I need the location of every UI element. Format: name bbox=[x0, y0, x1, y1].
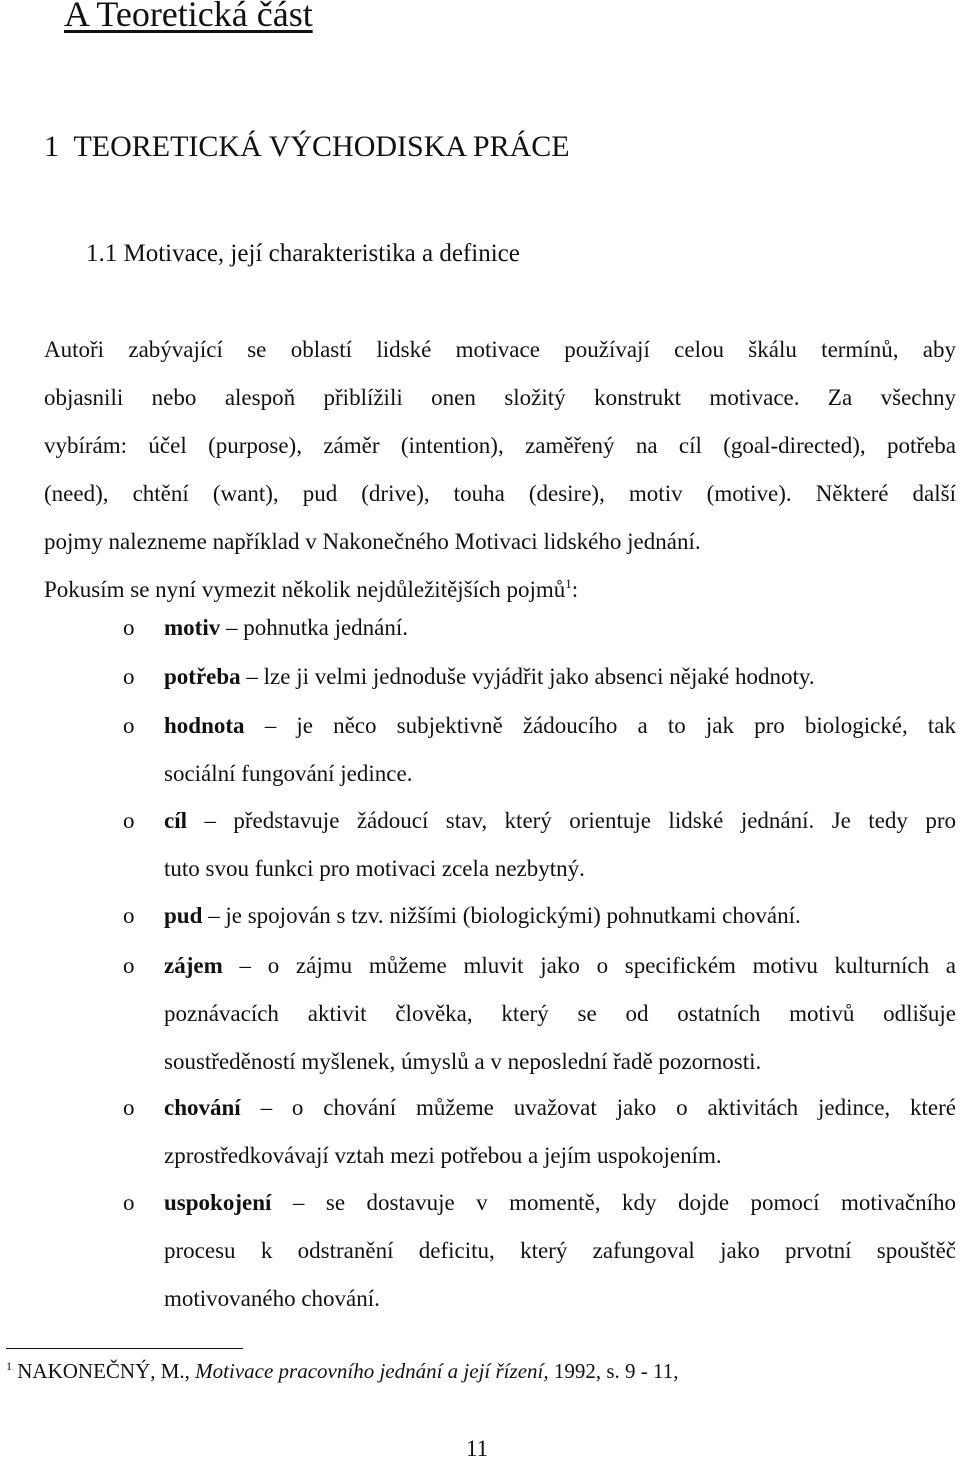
intro-line: pojmy nalezneme například v Nakonečného Motivaci lidského jednání. bbox=[44, 529, 701, 554]
term-item bbox=[164, 653, 956, 701]
bullet-marker: o bbox=[123, 615, 135, 640]
intro-line: (need), chtění (want), pud (drive), touha (desire), motiv (motive). Některé další bbox=[44, 481, 956, 506]
footnote-title: Motivace pracovního jednání a její řízení, bbox=[195, 1359, 549, 1383]
bullet-marker: o bbox=[123, 903, 135, 928]
term-definition-cont: tuto svou funkci pro motivaci zcela nezbytný. bbox=[164, 856, 585, 881]
term-definition-cont: motivovaného chování. bbox=[164, 1286, 380, 1311]
term-definition: – je spojován s tzv. nižšími (biologickými) pohnutkami chování. bbox=[208, 903, 801, 928]
intro-paragraph bbox=[44, 326, 956, 614]
lead-in-text: Pokusím se nyní vymezit několik nejdůležitějších pojmů bbox=[44, 577, 566, 602]
term-name: pud bbox=[164, 903, 203, 928]
term-item bbox=[164, 604, 956, 652]
term-name: motiv bbox=[164, 615, 221, 640]
term-definition: – o chování můžeme uvažovat jako o aktivitách jedince, které bbox=[260, 1095, 956, 1120]
intro-line: Autoři zabývající se oblastí lidské motivace používají celou škálu termínů, aby bbox=[44, 337, 956, 362]
term-name: hodnota bbox=[164, 713, 245, 738]
term-item bbox=[164, 1179, 956, 1323]
footnote-separator bbox=[6, 1348, 243, 1349]
term-definition: – se dostavuje v momentě, kdy dojde pomocí motivačního bbox=[292, 1190, 956, 1215]
term-name: chování bbox=[164, 1095, 241, 1120]
term-definition: – lze ji velmi jednoduše vyjádřit jako absenci nějaké hodnoty. bbox=[246, 664, 815, 689]
bullet-marker: o bbox=[123, 808, 135, 833]
term-name: zájem bbox=[164, 953, 223, 978]
term-definition: – je něco subjektivně žádoucího a to jak pro biologické, tak bbox=[264, 713, 956, 738]
footnote bbox=[6, 1356, 678, 1386]
term-item bbox=[164, 1084, 956, 1180]
intro-line: objasnili nebo alespoň přiblížili onen složitý konstrukt motivace. Za všechny bbox=[44, 385, 956, 410]
term-definition-cont: zprostředkovávají vztah mezi potřebou a jejím uspokojením. bbox=[164, 1143, 722, 1168]
lead-in-colon: : bbox=[571, 577, 579, 602]
part-title: A Teoretická část bbox=[64, 0, 313, 34]
section-heading: 1.1 Motivace, její charakteristika a definice bbox=[86, 240, 520, 267]
term-item bbox=[164, 942, 956, 1086]
term-definition-cont: sociální fungování jedince. bbox=[164, 761, 413, 786]
bullet-marker: o bbox=[123, 713, 135, 738]
footnote-ref: 1 bbox=[565, 576, 572, 591]
term-definition: – pohnutka jednání. bbox=[225, 615, 409, 640]
term-name: potřeba bbox=[164, 664, 241, 689]
footnote-number: 1 bbox=[6, 1359, 12, 1373]
term-definition: – o zájmu můžeme mluvit jako o specifickém motivu kulturních a bbox=[239, 953, 956, 978]
footnote-author: NAKONEČNÝ, M., bbox=[17, 1359, 190, 1383]
intro-line: vybírám: účel (purpose), záměr (intention), zaměřený na cíl (goal-directed), potřeba bbox=[44, 433, 956, 458]
term-name: cíl bbox=[164, 808, 187, 833]
term-definition-cont: procesu k odstranění deficitu, který zafungoval jako prvotní spouštěč bbox=[164, 1238, 956, 1263]
bullet-marker: o bbox=[123, 1190, 135, 1215]
term-item bbox=[164, 892, 956, 940]
term-item bbox=[164, 797, 956, 893]
chapter-heading: 1 TEORETICKÁ VÝCHODISKA PRÁCE bbox=[44, 130, 570, 163]
footnote-details: 1992, s. 9 - 11, bbox=[553, 1359, 679, 1383]
term-definition-cont: poznávacích aktivit člověka, který se od ostatních motivů odlišuje bbox=[164, 1001, 956, 1026]
term-name: uspokojení bbox=[164, 1190, 272, 1215]
page-number: 11 bbox=[466, 1436, 489, 1461]
bullet-marker: o bbox=[123, 953, 135, 978]
term-definition-cont: soustředěností myšlenek, úmyslů a v neposlední řadě pozornosti. bbox=[164, 1049, 762, 1074]
bullet-marker: o bbox=[123, 1095, 135, 1120]
bullet-marker: o bbox=[123, 664, 135, 689]
term-item bbox=[164, 702, 956, 798]
term-definition: – představuje žádoucí stav, který orientuje lidské jednání. Je tedy pro bbox=[204, 808, 956, 833]
